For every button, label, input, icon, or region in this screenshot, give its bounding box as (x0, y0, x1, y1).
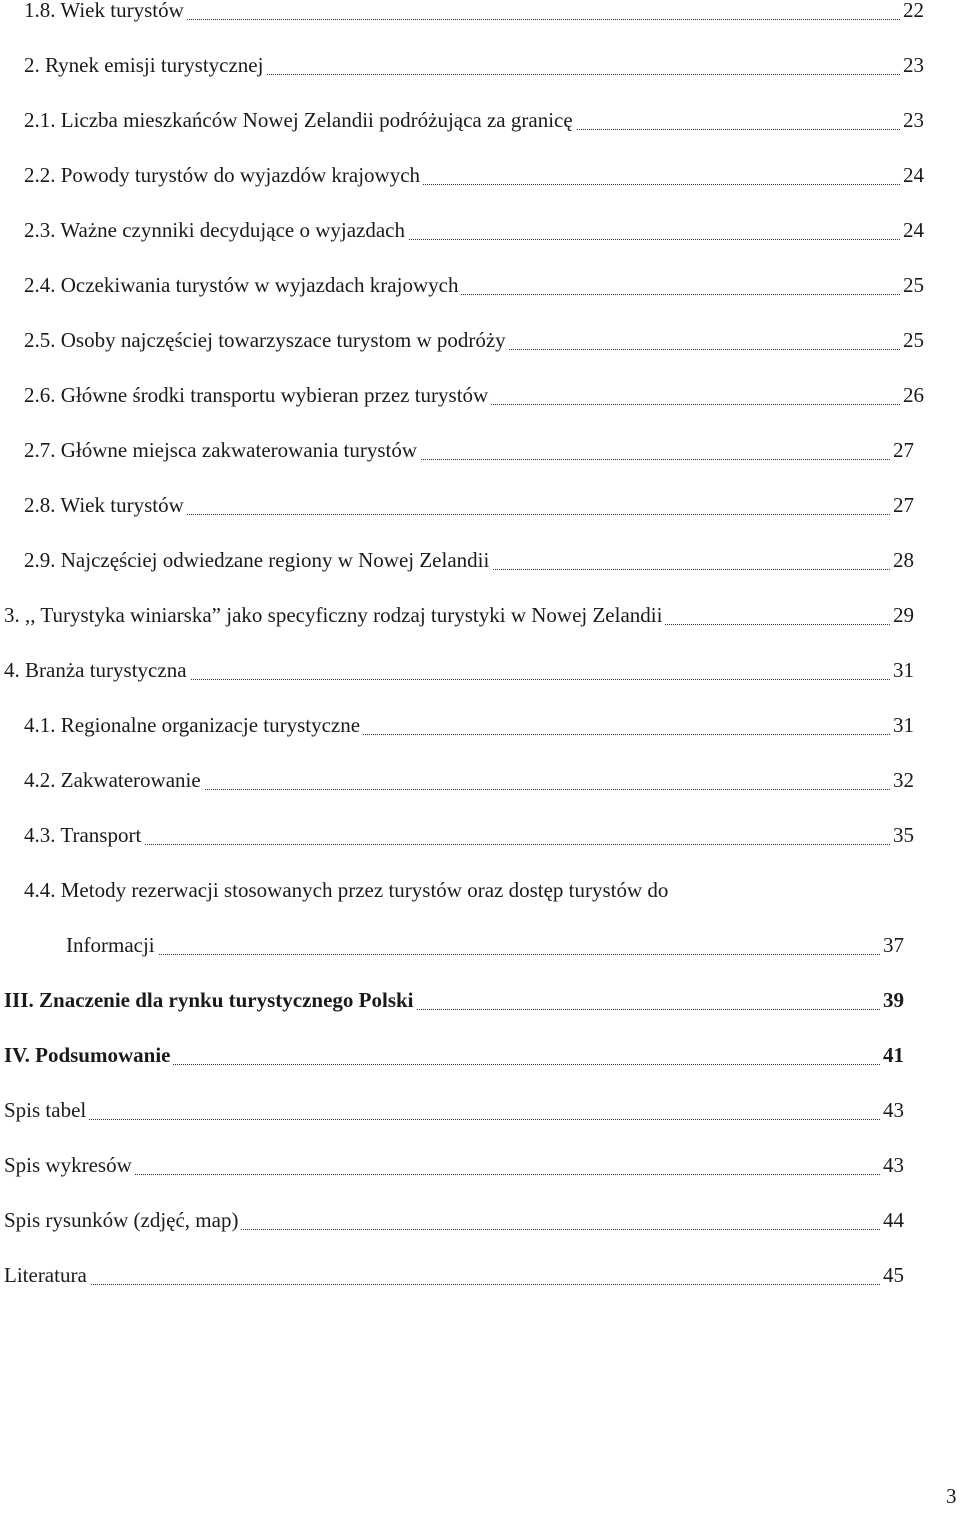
toc-entry-title: 2.5. Osoby najczęściej towarzyszace turystom w podróży (24, 323, 509, 357)
toc-entry[interactable] (66, 928, 904, 962)
toc-entry-title: 2.2. Powody turystów do wyjazdów krajowych (24, 158, 423, 192)
toc-entry-page-number: 25 (900, 268, 924, 302)
toc-entry-page-number: 45 (880, 1258, 904, 1292)
toc-entry-page-number: 24 (900, 213, 924, 247)
toc-entry-title: Spis rysunków (zdjęć, map) (4, 1203, 241, 1237)
toc-entry-title: 4.2. Zakwaterowanie (24, 763, 204, 797)
toc-entry-title: 2. Rynek emisji turystycznej (24, 48, 266, 82)
toc-entry[interactable] (24, 213, 924, 247)
toc-entry-page-number: 37 (880, 928, 904, 962)
toc-entry-title: Literatura (4, 1258, 90, 1292)
toc-entry-page-number: 26 (900, 378, 924, 412)
toc-entry-leader (4, 1174, 904, 1175)
toc-entry[interactable] (4, 598, 914, 632)
toc-entry[interactable] (24, 818, 914, 852)
toc-entry-title: 4.4. Metody rezerwacji stosowanych przez turystów oraz dostęp turystów do (24, 873, 671, 907)
toc-entry[interactable] (4, 1203, 904, 1237)
toc-entry-page-number: 29 (890, 598, 914, 632)
toc-entry-page-number: 35 (890, 818, 914, 852)
toc-entry-title: 2.7. Główne miejsca zakwaterowania turystów (24, 433, 420, 467)
toc-entry-title: 4.1. Regionalne organizacje turystyczne (24, 708, 363, 742)
toc-entry-title: 2.3. Ważne czynniki decydujące o wyjazdach (24, 213, 408, 247)
toc-entry-leader (4, 1119, 904, 1120)
toc-entry-leader (66, 954, 904, 955)
toc-entry[interactable] (24, 708, 914, 742)
toc-entry-page-number: 31 (890, 708, 914, 742)
toc-entry-title: 2.1. Liczba mieszkańców Nowej Zelandii podróżująca za granicę (24, 103, 576, 137)
toc-entry[interactable] (4, 1093, 904, 1127)
toc-entry-page-number: 28 (890, 543, 914, 577)
toc-entry-title: IV. Podsumowanie (4, 1038, 173, 1072)
toc-entry[interactable] (24, 323, 924, 357)
toc-entry-title: 2.9. Najczęściej odwiedzane regiony w Nowej Zelandii (24, 543, 492, 577)
toc-entry[interactable] (24, 158, 924, 192)
toc-entry[interactable] (24, 433, 914, 467)
toc-entry-title: 2.6. Główne środki transportu wybieran przez turystów (24, 378, 491, 412)
toc-entry-title: 2.8. Wiek turystów (24, 488, 187, 522)
toc-entry-title: Informacji (66, 928, 158, 962)
toc-entry-page-number: 32 (890, 763, 914, 797)
toc-entry-leader (4, 1284, 904, 1285)
toc-entry-page-number: 43 (880, 1093, 904, 1127)
toc-entry-page-number: 23 (900, 103, 924, 137)
toc-entry-title: III. Znaczenie dla rynku turystycznego Polski (4, 983, 417, 1017)
toc-entry-page-number: 24 (900, 158, 924, 192)
toc-entry-page-number: 27 (890, 433, 914, 467)
toc-entry[interactable] (24, 763, 914, 797)
toc-entry-page-number: 39 (880, 983, 904, 1017)
toc-entry-page-number: 41 (880, 1038, 904, 1072)
toc-entry[interactable] (24, 873, 914, 907)
toc-entry-title: 2.4. Oczekiwania turystów w wyjazdach krajowych (24, 268, 461, 302)
toc-entry-page-number: 31 (890, 653, 914, 687)
toc-entry-page-number: 22 (900, 0, 924, 27)
toc-entry[interactable] (24, 48, 924, 82)
toc-entry-page-number: 44 (880, 1203, 904, 1237)
toc-entry-title: Spis wykresów (4, 1148, 135, 1182)
toc-entry[interactable] (24, 543, 914, 577)
toc-entry[interactable] (24, 378, 924, 412)
toc-entry-title: 3. ,, Turystyka winiarska” jako specyficzny rodzaj turystyki w Nowej Zelandii (4, 598, 665, 632)
toc-entry-title: 1.8. Wiek turystów (24, 0, 187, 27)
toc-entry-page-number: 43 (880, 1148, 904, 1182)
toc-entry[interactable] (4, 653, 914, 687)
toc-entry-title: 4. Branża turystyczna (4, 653, 190, 687)
toc-entry-leader (24, 844, 914, 845)
toc-entry-page-number: 23 (900, 48, 924, 82)
page-number: 3 (946, 1484, 957, 1508)
toc-entry-title: Spis tabel (4, 1093, 89, 1127)
toc-entry-page-number: 25 (900, 323, 924, 357)
toc-entry[interactable] (4, 1038, 904, 1072)
toc-entry[interactable] (24, 0, 924, 27)
toc-entry-page-number: 27 (890, 488, 914, 522)
toc-entry[interactable] (24, 268, 924, 302)
toc-entry[interactable] (4, 1148, 904, 1182)
toc-entry[interactable] (24, 103, 924, 137)
toc-entry[interactable] (4, 983, 904, 1017)
toc-entry-title: 4.3. Transport (24, 818, 144, 852)
toc-entry[interactable] (4, 1258, 904, 1292)
toc-entry[interactable] (24, 488, 914, 522)
